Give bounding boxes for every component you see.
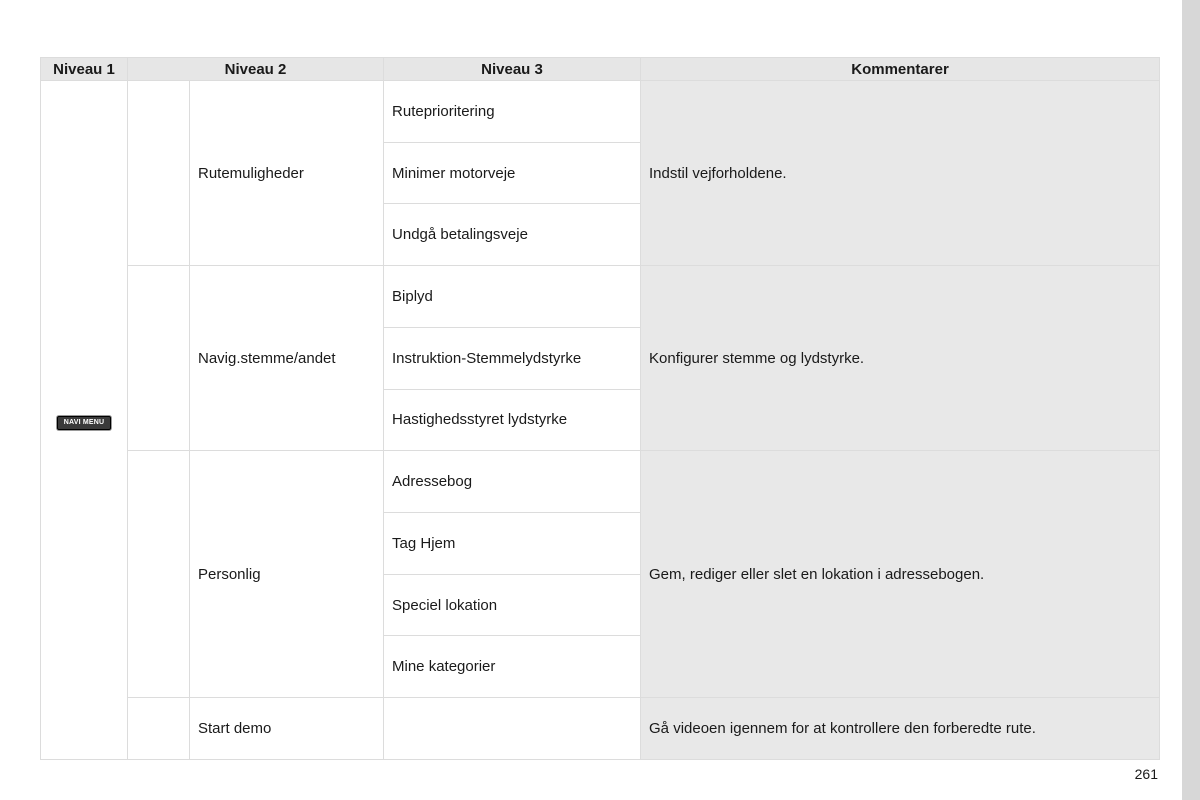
level3-cell: Minimer motorveje — [384, 142, 641, 204]
comment-cell: Konfigurer stemme og lydstyrke. — [641, 266, 1160, 451]
level3-cell: Adressebog — [384, 451, 641, 513]
level2-spacer — [128, 698, 190, 760]
level2-spacer — [128, 266, 190, 451]
comment-cell: Gem, rediger eller slet en lokation i adressebogen. — [641, 451, 1160, 698]
level3-cell: Speciel lokation — [384, 574, 641, 636]
level1-cell — [41, 81, 128, 760]
header-comments: Kommentarer — [641, 58, 1160, 81]
navi-menu-button-icon: NAVI MENU — [57, 416, 112, 430]
table-row — [41, 698, 1160, 760]
page-edge-strip — [1182, 0, 1200, 800]
header-level3: Niveau 3 — [384, 58, 641, 81]
table-row — [41, 266, 1160, 328]
level2-cell: Personlig — [190, 451, 384, 698]
page-number: 261 — [1134, 766, 1158, 782]
level2-cell: Start demo — [190, 698, 384, 760]
table-row — [41, 451, 1160, 513]
level2-spacer — [128, 451, 190, 698]
level3-cell: Undgå betalingsveje — [384, 204, 641, 266]
header-level1: Niveau 1 — [41, 58, 128, 81]
header-level2: Niveau 2 — [128, 58, 384, 81]
header-row — [41, 58, 1160, 81]
level3-cell-empty — [384, 698, 641, 760]
level3-cell: Mine kategorier — [384, 636, 641, 698]
level3-cell: Biplyd — [384, 266, 641, 328]
level3-cell: Tag Hjem — [384, 513, 641, 575]
menu-table — [40, 57, 1160, 760]
level3-cell: Instruktion-Stemmelydstyrke — [384, 327, 641, 389]
level3-cell: Hastighedsstyret lydstyrke — [384, 389, 641, 451]
level2-spacer — [128, 81, 190, 266]
table-row — [41, 81, 1160, 143]
comment-cell: Gå videoen igennem for at kontrollere den forberedte rute. — [641, 698, 1160, 760]
level3-cell: Ruteprioritering — [384, 81, 641, 143]
comment-cell: Indstil vejforholdene. — [641, 81, 1160, 266]
level2-cell: Rutemuligheder — [190, 81, 384, 266]
level2-cell: Navig.stemme/andet — [190, 266, 384, 451]
